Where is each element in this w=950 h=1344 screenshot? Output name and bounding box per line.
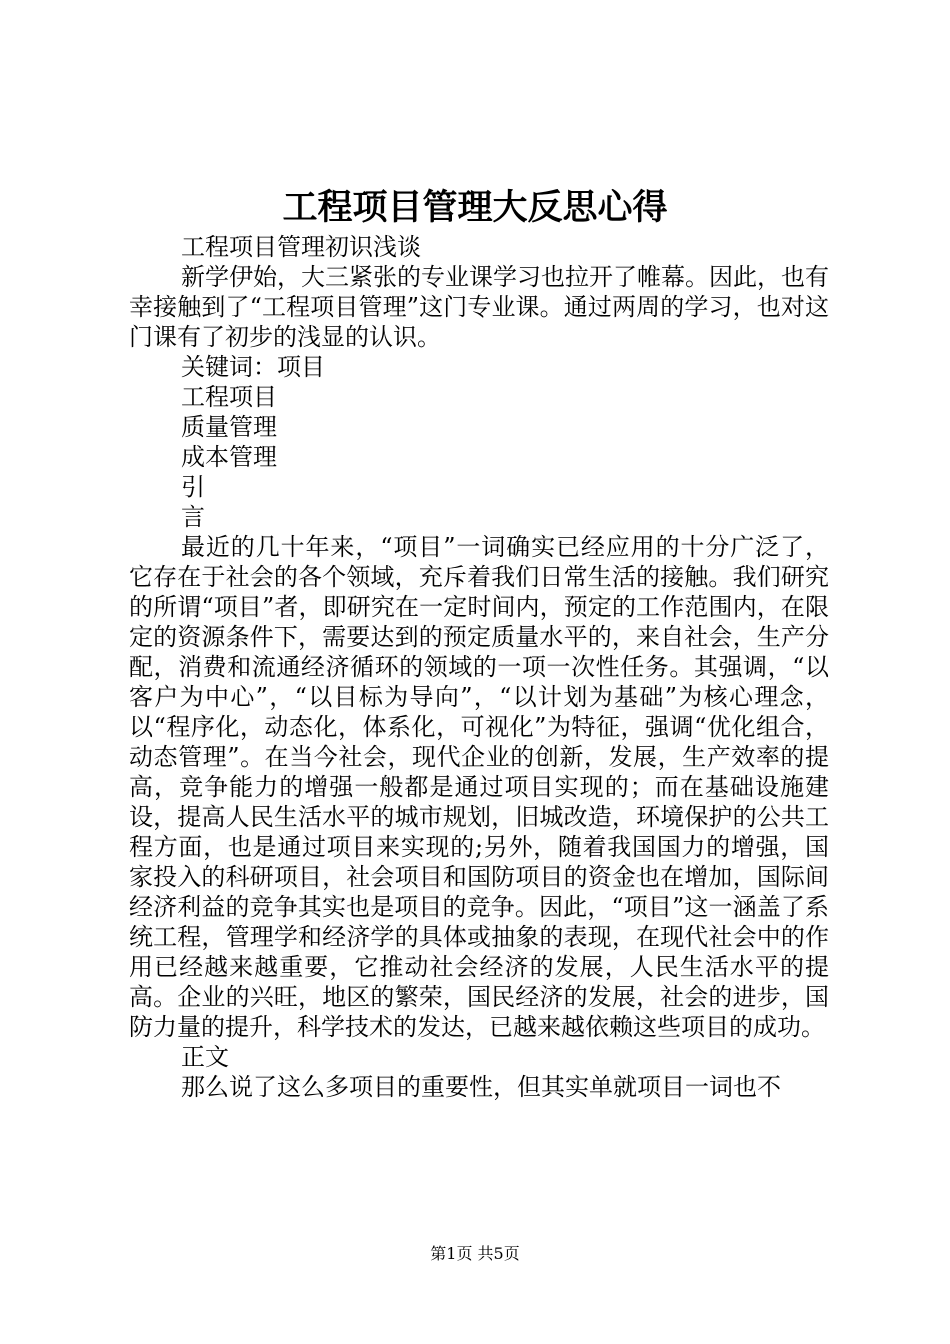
page-footer: 第1页 共5页 <box>430 1244 520 1263</box>
preface-paragraph: 最近的几十年来，“项目”一词确实已经应用的十分广泛了，它存在于社会的各个领域，充斥着我们日常生活的接触。我们研究的所谓“项目”者，即研究在一定时间内，预定的工作范围内，在限定的资源条件下，需要达到的预定质量水平的，来自社会，生产分配，消费和流通经济循环的领域的一项一次性任务。其强调，“以客户为中心”，“以目标为导向”，“以计划为基础”为核心理念，以“程序化，动态化，体系化，可视化”为特征，强调“优化组合，动态管理”。在当今社会，现代企业的创新，发展，生产效率的提高，竞争能力的增强一般都是通过项目实现的；而在基础设施建设，提高人民生活水平的城市规划，旧城改造，环境保护的公共工程方面，也是通过项目来实现的;另外，随着我国国力的增强，国家投入的科研项目，社会项目和国防项目的资金也在增加，国际间经济利益的竞争其实也是项目的竞争。因此，“项目”这一涵盖了系统工程，管理学和经济学的具体或抽象的表现，在现代社会中的作用已经越来越重要，它推动社会经济的发展，人民生活水平的提高。企业的兴旺，地区的繁荣，国民经济的发展，社会的进步，国防力量的提升，科学技术的发达，已越来越依赖这些项目的成功。 <box>129 533 829 1041</box>
keyword-item: 工程项目 <box>181 383 277 411</box>
subtitle: 工程项目管理初识浅谈 <box>181 233 421 261</box>
keyword-item: 成本管理 <box>181 443 277 471</box>
preface-heading-char: 引 <box>181 473 205 501</box>
keyword-item: 质量管理 <box>181 413 277 441</box>
document-title: 工程项目管理大反思心得 <box>282 187 668 228</box>
main-paragraph: 那么说了这么多项目的重要性，但其实单就项目一词也不 <box>181 1073 781 1101</box>
main-heading: 正文 <box>181 1043 229 1071</box>
keywords-line: 关键词：项目 <box>181 353 325 381</box>
document-body <box>129 232 829 1102</box>
intro-paragraph: 新学伊始，大三紧张的专业课学习也拉开了帷幕。因此，也有幸接触到了“工程项目管理”这门专业课。通过两周的学习，也对这门课有了初步的浅显的认识。 <box>129 263 829 351</box>
preface-heading-char: 言 <box>181 503 205 531</box>
